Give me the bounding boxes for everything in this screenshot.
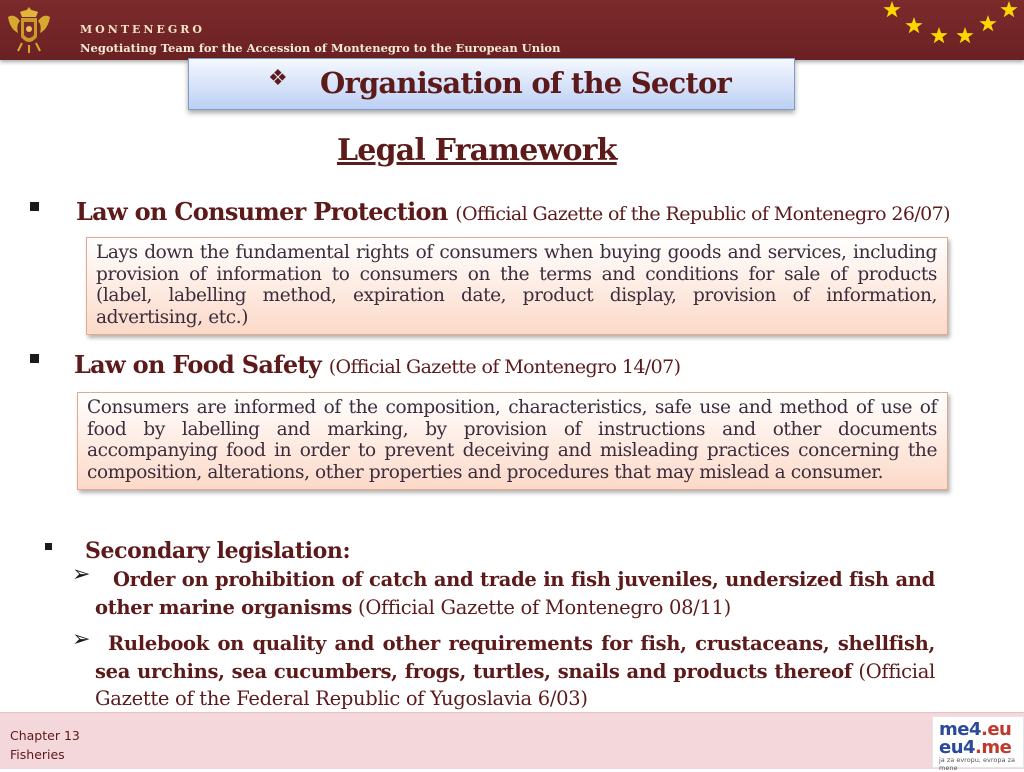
chapter-label <box>10 726 80 764</box>
diamond-bullet-icon: ❖ <box>268 66 288 91</box>
square-bullet-icon <box>45 543 52 550</box>
chapter-topic: Fisheries <box>10 747 65 762</box>
law-description-box <box>86 237 948 335</box>
logo-text: me4 <box>939 719 981 740</box>
secondary-item <box>95 566 935 621</box>
law-reference: (Official Gazette of Montenegro 14/07) <box>328 356 681 378</box>
square-bullet-icon <box>30 354 39 363</box>
law-heading <box>74 350 680 379</box>
eu-stars-icon <box>872 0 1022 52</box>
law-description-box <box>77 392 948 490</box>
slide-title: Organisation of the Sector <box>320 66 731 100</box>
law-description: Consumers are informed of the composition, characteristics, safe use and method of use of food by labelling and marking, by provision of instructions and other documents accompanying food in order to prevent deceiving and misleading practices concerning the composition, alterations, other properties and procedures that may mislead a consumer. <box>87 397 937 483</box>
montenegro-coat-of-arms-icon <box>6 3 52 55</box>
footer-bar <box>0 712 1024 769</box>
arrow-bullet-icon: ➢ <box>72 562 91 587</box>
logo-text: .eu <box>981 719 1012 740</box>
law-title: Law on Food Safety <box>74 350 322 379</box>
negotiating-team-label: Negotiating Team for the Accession of Montenegro to the European Union <box>80 41 561 55</box>
secondary-item-title: Order on prohibition of catch and trade in fish juveniles, undersized fish and other marine organisms <box>95 568 935 619</box>
arrow-bullet-icon: ➢ <box>72 627 91 652</box>
logo-tagline: ja za evropu, evropa za mene <box>939 756 1015 772</box>
section-subtitle: Legal Framework <box>337 133 617 168</box>
secondary-item-reference: (Official Gazette of Montenegro 08/11) <box>358 595 731 619</box>
chapter-number: Chapter 13 <box>10 728 80 743</box>
logo-text: eu4 <box>939 737 976 758</box>
logo-text: .me <box>975 737 1012 758</box>
country-name: MONTENEGRO <box>80 23 205 36</box>
square-bullet-icon <box>30 202 39 211</box>
secondary-item-title: Rulebook on quality and other requirements for fish, crustaceans, shellfish, sea urchins, sea cucumbers, frogs, turtles, snails and products thereof <box>95 632 935 683</box>
law-title: Law on Consumer Protection <box>76 197 448 226</box>
secondary-legislation-title: Secondary legislation: <box>85 538 351 564</box>
law-heading <box>76 197 950 226</box>
law-description: Lays down the fundamental rights of consumers when buying goods and services, including provision of information to consumers on the terms and conditions for sale of products (label, labelling method, expiration date, product display, provision of information, advertising, etc.) <box>96 242 937 328</box>
secondary-item-reference: (Official Gazette of the Federal Republic of Yugoslavia 6/03) <box>95 659 935 710</box>
me4eu-logo <box>932 716 1024 772</box>
law-reference: (Official Gazette of the Republic of Montenegro 26/07) <box>455 203 950 225</box>
secondary-item <box>95 630 935 713</box>
